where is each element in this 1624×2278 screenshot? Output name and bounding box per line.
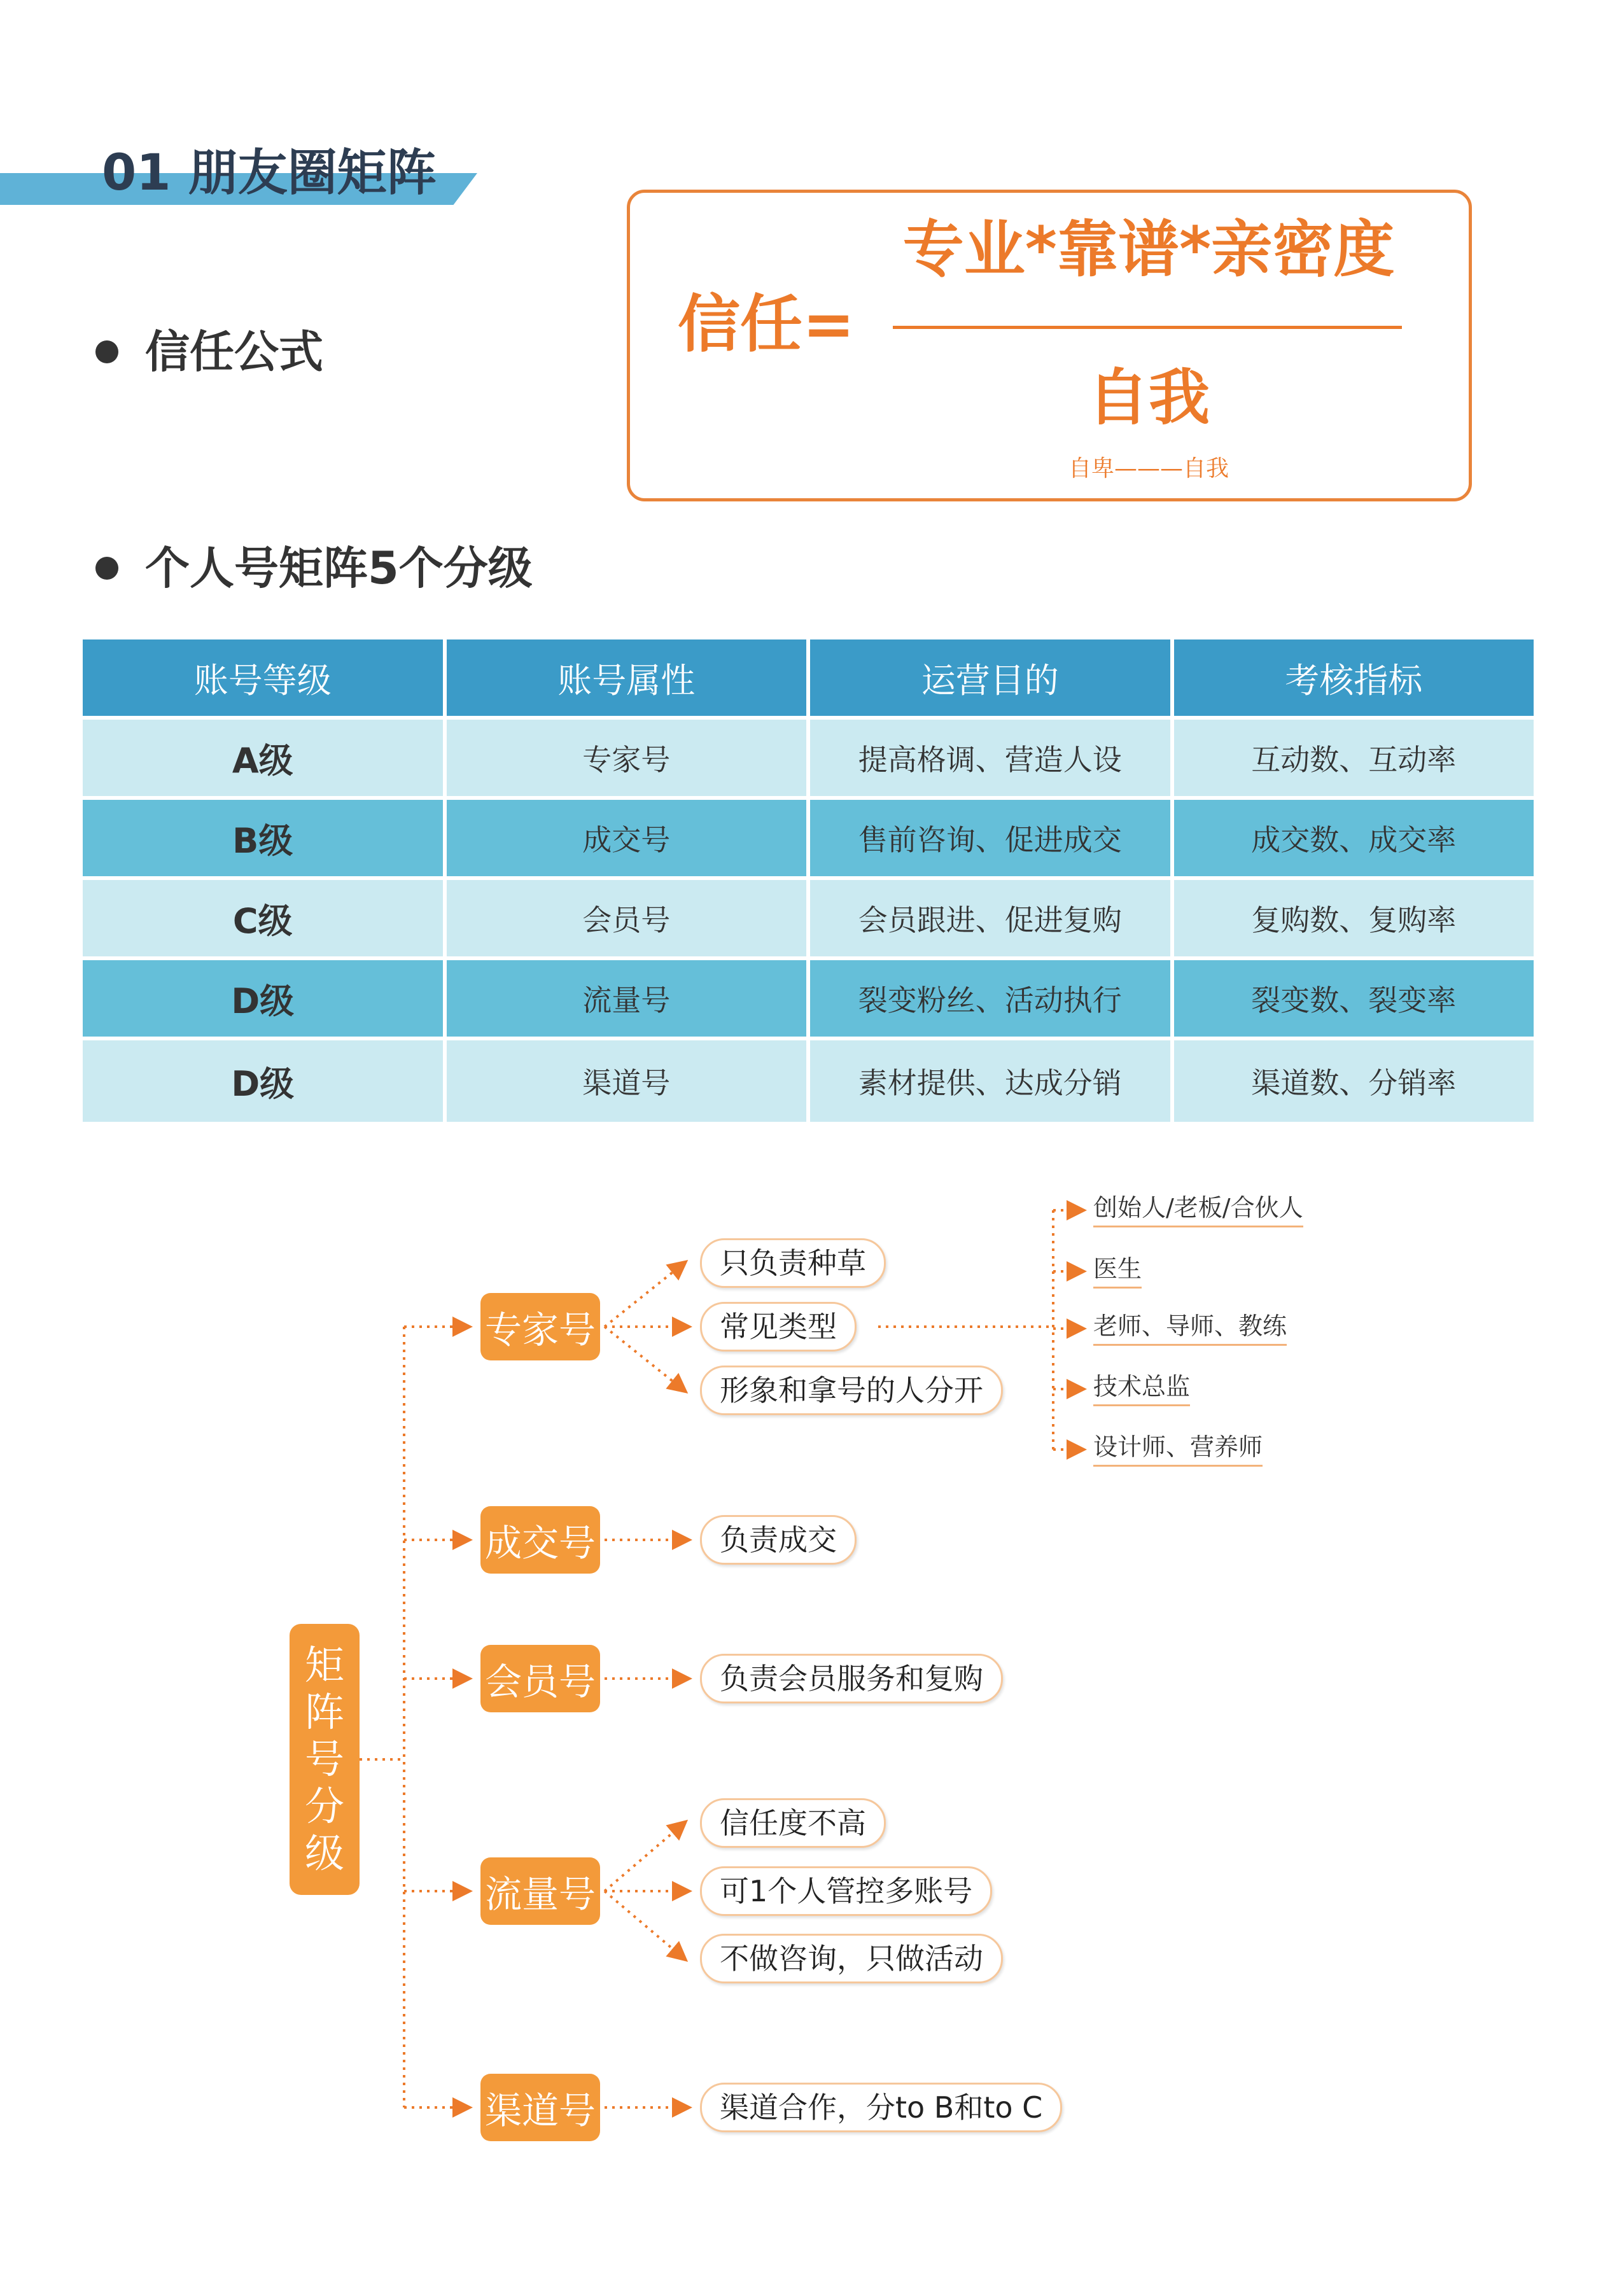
bullet-trust-formula [95,323,323,381]
section-title: 01 朋友圈矩阵 [102,144,437,202]
leaf-node: 形象和拿号的人分开 [700,1366,1003,1415]
table-cell: 专家号 [447,720,807,796]
mindmap-root [290,1624,360,1895]
table-cell: D级 [83,1040,443,1122]
table-cell: 会员号 [447,880,807,956]
table-cell: 素材提供、达成分销 [810,1040,1170,1122]
table-row [83,960,1534,1037]
category-deal: 成交号 [480,1506,600,1574]
common-type-item: 创始人/老板/合伙人 [1093,1190,1303,1227]
table-row [83,720,1534,796]
leaf-node: 渠道合作，分to B和to C [700,2083,1062,2132]
category-member: 会员号 [480,1645,600,1712]
bullet-dot-icon [95,557,118,580]
table-cell: 裂变数、裂变率 [1174,960,1534,1037]
common-type-item: 技术总监 [1093,1369,1190,1406]
table-cell: A级 [83,720,443,796]
table-row [83,1040,1534,1122]
formula-left: 信任= [678,288,855,361]
category-traffic: 流量号 [480,1857,600,1925]
table-header-cell: 账号属性 [447,639,807,716]
table-cell: 裂变粉丝、活动执行 [810,960,1170,1037]
table-cell: 渠道号 [447,1040,807,1122]
table-cell: B级 [83,800,443,876]
table-cell: 成交号 [447,800,807,876]
table-cell: 渠道数、分销率 [1174,1040,1534,1122]
bullet-label: 个人号矩阵5个分级 [145,542,533,594]
common-type-item: 设计师、营养师 [1093,1429,1263,1467]
category-channel: 渠道号 [480,2074,600,2141]
table-cell: 售前咨询、促进成交 [810,800,1170,876]
leaf-node: 负责成交 [700,1515,857,1565]
table-header-row [83,639,1534,716]
table-cell: 会员跟进、促进复购 [810,880,1170,956]
mindmap-root-label: 矩阵号分级 [304,1642,344,1876]
leaf-node: 常见类型 [700,1302,857,1352]
formula-numerator: 专业*靠谱*亲密度 [902,214,1395,285]
table-cell: D级 [83,960,443,1037]
leaf-node: 可1个人管控多账号 [700,1866,992,1916]
leaf-node: 负责会员服务和复购 [700,1654,1003,1703]
table-cell: C级 [83,880,443,956]
table-row [83,800,1534,876]
formula-denominator: 自我 [1088,362,1210,433]
table-cell: 提高格调、营造人设 [810,720,1170,796]
table-header-cell: 考核指标 [1174,639,1534,716]
formula-note: 自卑———自我 [1068,456,1229,482]
table-cell: 互动数、互动率 [1174,720,1534,796]
table-row [83,880,1534,956]
leaf-node: 不做咨询，只做活动 [700,1934,1003,1983]
bullet-matrix-levels [95,540,533,597]
bullet-dot-icon [95,340,118,363]
bullet-label: 信任公式 [145,326,323,378]
common-type-item: 老师、导师、教练 [1093,1308,1287,1346]
account-grade-table [79,636,1537,1126]
leaf-node: 信任度不高 [700,1798,886,1848]
table-cell: 成交数、成交率 [1174,800,1534,876]
table-header-cell: 账号等级 [83,639,443,716]
table-cell: 流量号 [447,960,807,1037]
mindmap [0,1158,1624,2151]
table-header-cell: 运营目的 [810,639,1170,716]
leaf-node: 只负责种草 [700,1238,886,1288]
fraction-line [893,326,1402,329]
table-cell: 复购数、复购率 [1174,880,1534,956]
common-type-item: 医生 [1093,1251,1142,1289]
category-expert: 专家号 [480,1293,600,1360]
